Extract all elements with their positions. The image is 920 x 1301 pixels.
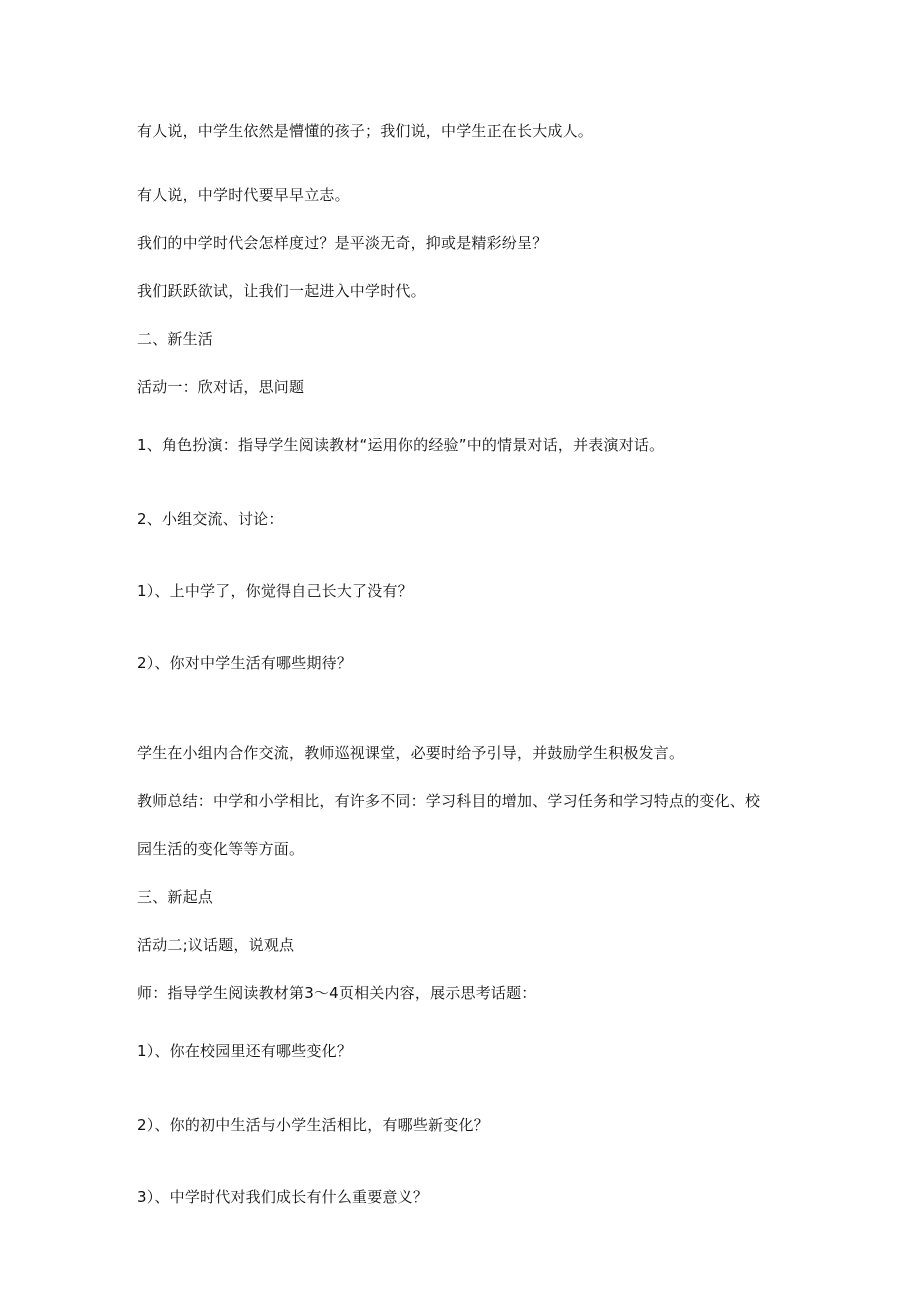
paragraph-line: 学生在小组内合作交流，教师巡视课堂，必要时给予引导，并鼓励学生积极发言。 xyxy=(137,744,685,762)
paragraph-line: 师：指导学生阅读教材第3～4页相关内容，展示思考话题： xyxy=(137,984,537,1002)
section-heading: 二、新生活 xyxy=(137,330,214,348)
paragraph-line: 有人说，中学生依然是懵懂的孩子；我们说，中学生正在长大成人。 xyxy=(137,122,594,140)
question-item: 2）、你对中学生活有哪些期待？ xyxy=(137,654,353,672)
paragraph-line: 1、角色扮演：指导学生阅读教材“运用你的经验”中的情景对话，并表演对话。 xyxy=(137,436,665,454)
question-item: 3）、中学时代对我们成长有什么重要意义？ xyxy=(137,1188,429,1206)
section-heading: 三、新起点 xyxy=(137,888,214,906)
paragraph-line: 园生活的变化等等方面。 xyxy=(137,840,305,858)
activity-heading: 活动一：欣对话，思问题 xyxy=(137,378,305,396)
activity-heading: 活动二;议话题，说观点 xyxy=(137,936,295,954)
paragraph-line: 我们跃跃欲试，让我们一起进入中学时代。 xyxy=(137,282,426,300)
paragraph-line: 教师总结：中学和小学相比，有许多不同：学习科目的增加、学习任务和学习特点的变化、校 xyxy=(137,792,761,810)
question-item: 1）、你在校园里还有哪些变化？ xyxy=(137,1042,353,1060)
question-item: 2）、你的初中生活与小学生活相比，有哪些新变化？ xyxy=(137,1116,489,1134)
paragraph-line: 2、小组交流、讨论： xyxy=(137,510,284,528)
paragraph-line: 我们的中学时代会怎样度过？是平淡无奇，抑或是精彩纷呈？ xyxy=(137,234,548,252)
paragraph-line: 有人说，中学时代要早早立志。 xyxy=(137,186,350,204)
question-item: 1）、上中学了，你觉得自己长大了没有？ xyxy=(137,582,413,600)
